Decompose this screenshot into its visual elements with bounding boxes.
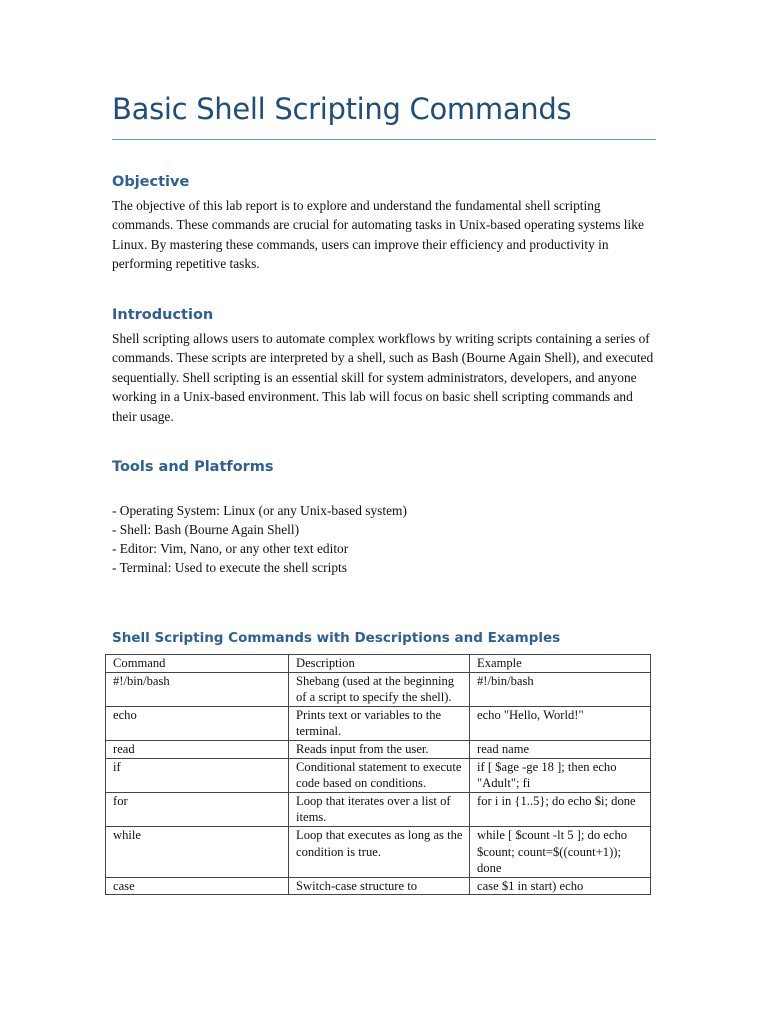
list-item: - Editor: Vim, Nano, or any other text editor — [112, 541, 349, 556]
introduction-heading: Introduction — [112, 307, 214, 323]
description-cell: Shebang (used at the beginning of a script to specify the shell). — [289, 672, 470, 706]
table-header-row — [106, 655, 651, 673]
description-cell: Switch-case structure to — [289, 877, 470, 895]
table-row — [106, 877, 651, 895]
objective-paragraph: The objective of this lab report is to explore and understand the fundamental shell scripting commands. These commands are crucial for automating tasks in Unix-based operating systems like Linux. By mastering these commands, users can improve their efficiency and productivity in performing repetitive tasks. — [112, 198, 644, 272]
objective-heading: Objective — [112, 174, 190, 190]
title-underline — [112, 139, 656, 140]
table-row — [106, 758, 651, 792]
table-caption: Shell Scripting Commands with Descriptions and Examples — [112, 630, 561, 646]
header-cell-command: Command — [106, 655, 289, 673]
example-cell: case $1 in start) echo — [470, 877, 651, 895]
description-cell: Loop that executes as long as the condition is true. — [289, 826, 470, 877]
description-cell: Loop that iterates over a list of items. — [289, 792, 470, 826]
example-cell: for i in {1..5}; do echo $i; done — [470, 792, 651, 826]
table-row — [106, 826, 651, 877]
description-cell: Conditional statement to execute code based on conditions. — [289, 758, 470, 792]
command-cell: if — [106, 758, 289, 792]
example-cell: if [ $age -ge 18 ]; then echo "Adult"; fi — [470, 758, 651, 792]
table-row — [106, 706, 651, 740]
example-cell: echo "Hello, World!" — [470, 706, 651, 740]
list-item: - Operating System: Linux (or any Unix-based system) — [112, 503, 407, 518]
command-cell: echo — [106, 706, 289, 740]
tools-list — [112, 501, 407, 577]
header-cell-description: Description — [289, 655, 470, 673]
tools-heading: Tools and Platforms — [112, 459, 274, 475]
command-cell: for — [106, 792, 289, 826]
introduction-paragraph: Shell scripting allows users to automate complex workflows by writing scripts containing a series of commands. These scripts are interpreted by a shell, such as Bash (Bourne Again Shell), and executed sequentially. Shell scripting is an essential skill for system administrators, developers, and anyone working in a Unix-based environment. This lab will focus on basic shell scripting commands and their usage. — [112, 331, 654, 424]
example-cell: while [ $count -lt 5 ]; do echo $count; count=$((count+1)); done — [470, 826, 651, 877]
page-title: Basic Shell Scripting Commands — [112, 92, 572, 126]
table-row — [106, 672, 651, 706]
example-cell: read name — [470, 740, 651, 758]
header-cell-example: Example — [470, 655, 651, 673]
command-cell: while — [106, 826, 289, 877]
description-cell: Reads input from the user. — [289, 740, 470, 758]
description-cell: Prints text or variables to the terminal. — [289, 706, 470, 740]
commands-table — [105, 654, 651, 895]
command-cell: #!/bin/bash — [106, 672, 289, 706]
table-row — [106, 740, 651, 758]
command-cell: read — [106, 740, 289, 758]
table-row — [106, 792, 651, 826]
example-cell: #!/bin/bash — [470, 672, 651, 706]
list-item: - Terminal: Used to execute the shell scripts — [112, 560, 347, 575]
command-cell: case — [106, 877, 289, 895]
list-item: - Shell: Bash (Bourne Again Shell) — [112, 522, 300, 537]
